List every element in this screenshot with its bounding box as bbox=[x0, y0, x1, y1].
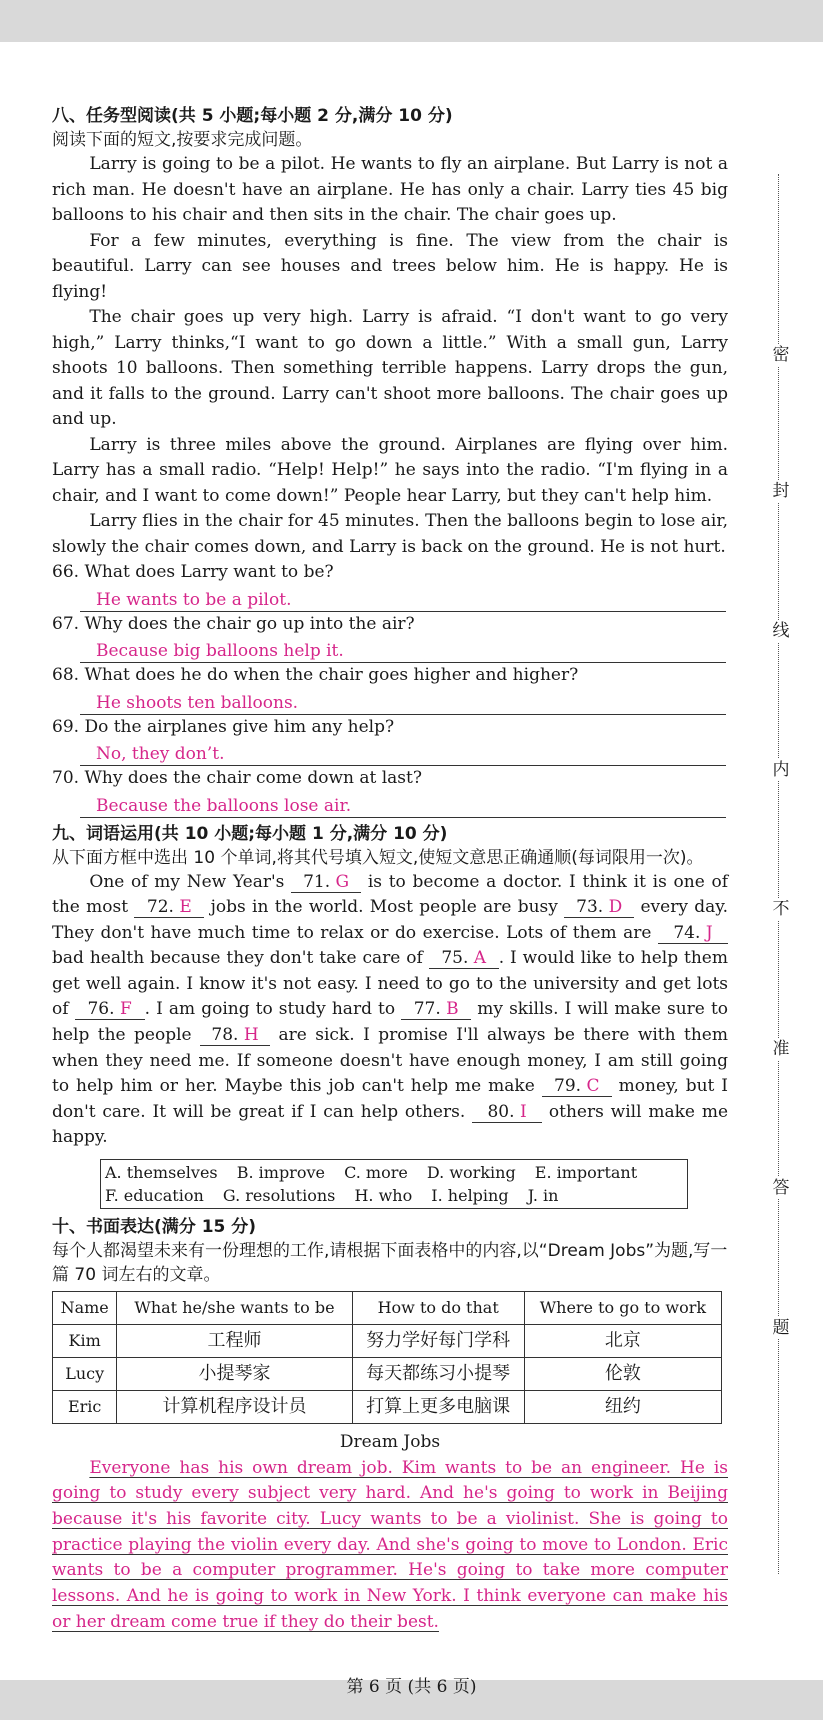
word-option: D. working bbox=[426, 1163, 516, 1183]
table-cell: 纽约 bbox=[524, 1391, 721, 1424]
question-67: 67. Why does the chair go up into the air? bbox=[52, 613, 415, 634]
seal-char: 密 bbox=[768, 344, 794, 366]
passage-paragraph: The chair goes up very high. Larry is afraid. “I don't want to go very high,” Larry thinks,“I want to go down a little.” With a small gun, Larry shoots 10 balloons. Then something terrible happens. Larry drops the gun, and it falls to the ground. Larry can't shoot more balloons. The chair goes up and up. bbox=[52, 307, 728, 429]
table-row bbox=[53, 1391, 722, 1424]
word-option: F. education bbox=[105, 1186, 204, 1206]
cloze-text: jobs in the world. Most people are busy bbox=[210, 897, 558, 918]
cloze-text: every day. They don't have much time to relax or do exercise. Lots of them are bbox=[52, 897, 728, 943]
seal-line bbox=[778, 174, 789, 1574]
answer-66: He wants to be a pilot. bbox=[80, 586, 726, 612]
table-row bbox=[53, 1325, 722, 1358]
word-option: C. more bbox=[344, 1163, 408, 1183]
blank-73: 73. D bbox=[564, 897, 634, 918]
table-cell: 打算上更多电脑课 bbox=[352, 1391, 524, 1424]
seal-char: 内 bbox=[768, 759, 794, 781]
seal-char: 题 bbox=[768, 1317, 794, 1339]
table-header-row bbox=[53, 1292, 722, 1325]
section8-instruction: 阅读下面的短文,按要求完成问题。 bbox=[52, 130, 313, 150]
passage-paragraph: Larry is three miles above the ground. Airplanes are flying over him. Larry has a small radio. “Help! Help!” he says into the radio. “I'm flying in a chair, and I want to come down!” People hear Larry, but they can't help him. bbox=[52, 434, 728, 506]
word-option: I. helping bbox=[431, 1186, 509, 1206]
blank-74: 74. J bbox=[658, 923, 728, 944]
word-option: H. who bbox=[354, 1186, 413, 1206]
word-option: A. themselves bbox=[105, 1163, 218, 1183]
word-option: G. resolutions bbox=[222, 1186, 336, 1206]
seal-char: 线 bbox=[768, 620, 794, 642]
question-69: 69. Do the airplanes give him any help? bbox=[52, 716, 395, 737]
cloze-text: others will make me happy. bbox=[52, 1101, 729, 1148]
seal-char: 不 bbox=[768, 898, 794, 920]
word-bank-row bbox=[105, 1161, 683, 1184]
blank-71: 71. G bbox=[291, 872, 361, 893]
table-cell: Eric bbox=[53, 1391, 117, 1424]
word-bank-row bbox=[105, 1184, 683, 1207]
seal-char: 封 bbox=[768, 480, 794, 502]
blank-80: 80. I bbox=[472, 1102, 542, 1123]
table-row bbox=[53, 1358, 722, 1391]
passage-paragraph: For a few minutes, everything is fine. The view from the chair is beautiful. Larry can see houses and trees below him. He is happy. He is flying! bbox=[52, 230, 728, 302]
cloze-text: bad health because they don't take care of bbox=[52, 948, 423, 969]
section10-title: 十、书面表达(满分 15 分) bbox=[52, 1217, 257, 1238]
question-70: 70. Why does the chair come down at last? bbox=[52, 768, 422, 788]
section10-instruction: 每个人都渴望未来有一份理想的工作,请根据下面表格中的内容,以“Dream Jobs”为题,写一篇 70 词左右的文章。 bbox=[52, 1241, 728, 1286]
blank-75: 75. A bbox=[429, 948, 499, 969]
blank-72: 72. E bbox=[134, 897, 204, 918]
cloze-text: . I would like to help them get well again. I know it's not easy. I need to go to the university and get lots of bbox=[52, 948, 728, 1020]
word-option: B. improve bbox=[236, 1163, 325, 1183]
question-68: 68. What does he do when the chair goes higher and higher? bbox=[52, 665, 579, 685]
table-header: What he/she wants to be bbox=[117, 1292, 352, 1325]
cloze-text: my skills. I will make sure to help the people bbox=[52, 999, 729, 1046]
blank-77: 77. B bbox=[401, 999, 471, 1020]
word-option: E. important bbox=[534, 1163, 638, 1183]
seal-char: 准 bbox=[768, 1038, 794, 1060]
blank-78: 78. H bbox=[200, 1025, 270, 1046]
table-cell: 工程师 bbox=[117, 1325, 352, 1358]
cloze-text: are sick. I promise I'll always be there with them when they need me. If someone doesn't have enough money, I am still going to help him or her. Maybe this job can't help me make bbox=[52, 1025, 728, 1097]
table-header: Where to go to work bbox=[524, 1292, 721, 1325]
table-cell: 伦敦 bbox=[524, 1358, 721, 1391]
passage-paragraph: Larry flies in the chair for 45 minutes. Then the balloons begin to lose air, slowly the chair comes down, and Larry is back on the ground. He is not hurt. bbox=[52, 511, 728, 557]
word-bank bbox=[100, 1159, 688, 1209]
table-header: How to do that bbox=[352, 1292, 524, 1325]
answer-70: Because the balloons lose air. bbox=[80, 792, 726, 818]
answer-67: Because big balloons help it. bbox=[80, 637, 726, 663]
table-cell: 小提琴家 bbox=[117, 1358, 352, 1391]
page-content bbox=[52, 104, 728, 1635]
essay-text: Everyone has his own dream job. Kim wants to be an engineer. He is going to study every subject very hard. And he's going to work in Beijing because it's his favorite city. Lucy wants to be a violinist. She is going to practice playing the violin every day. And she's going to move to London. Eric wants to be a computer programmer. He's going to take more computer lessons. And he is going to work in New York. I think everyone can make his or her dream come true if they do their best. bbox=[52, 1457, 728, 1632]
table-cell: 北京 bbox=[524, 1325, 721, 1358]
table-cell: Lucy bbox=[53, 1358, 117, 1391]
page-footer: 第 6 页 (共 6 页) bbox=[346, 1677, 477, 1697]
cloze-text: . I am going to study hard to bbox=[144, 999, 396, 1020]
blank-76: 76. F bbox=[75, 999, 145, 1020]
passage-paragraph: Larry is going to be a pilot. He wants to fly an airplane. But Larry is not a rich man. He doesn't have an airplane. He has only a chair. Larry ties 45 big balloons to his chair and then sits in the chair. The chair goes up. bbox=[52, 154, 728, 225]
table-cell: 计算机程序设计员 bbox=[117, 1391, 352, 1424]
seal-char: 答 bbox=[768, 1177, 794, 1199]
section8-title: 八、任务型阅读(共 5 小题;每小题 2 分,满分 10 分) bbox=[52, 106, 453, 126]
cloze-text: money, but I don't care. It will be great if I can help others. bbox=[52, 1076, 729, 1122]
exam-page bbox=[0, 42, 823, 1697]
table-header: Name bbox=[53, 1292, 117, 1325]
table-cell: 每天都练习小提琴 bbox=[352, 1358, 524, 1391]
cloze-text: One of my New Year's bbox=[89, 871, 285, 892]
question-66: 66. What does Larry want to be? bbox=[52, 562, 334, 582]
word-option: J. in bbox=[527, 1186, 559, 1206]
dream-jobs-table bbox=[52, 1291, 722, 1424]
table-cell: Kim bbox=[53, 1325, 117, 1358]
cloze-passage bbox=[52, 870, 728, 1152]
section9-instruction: 从下面方框中选出 10 个单词,将其代号填入短文,使短文意思正确通顺(每词限用一次)。 bbox=[52, 847, 704, 868]
cloze-text: is to become a doctor. I think it is one of the most bbox=[52, 871, 728, 918]
table-cell: 努力学好每门学科 bbox=[352, 1325, 524, 1358]
answer-68: He shoots ten balloons. bbox=[80, 689, 726, 715]
answer-69: No, they don’t. bbox=[80, 740, 726, 766]
blank-79: 79. C bbox=[542, 1076, 612, 1097]
essay-title: Dream Jobs bbox=[339, 1432, 441, 1453]
section9-title: 九、词语运用(共 10 小题;每小题 1 分,满分 10 分) bbox=[52, 823, 448, 844]
